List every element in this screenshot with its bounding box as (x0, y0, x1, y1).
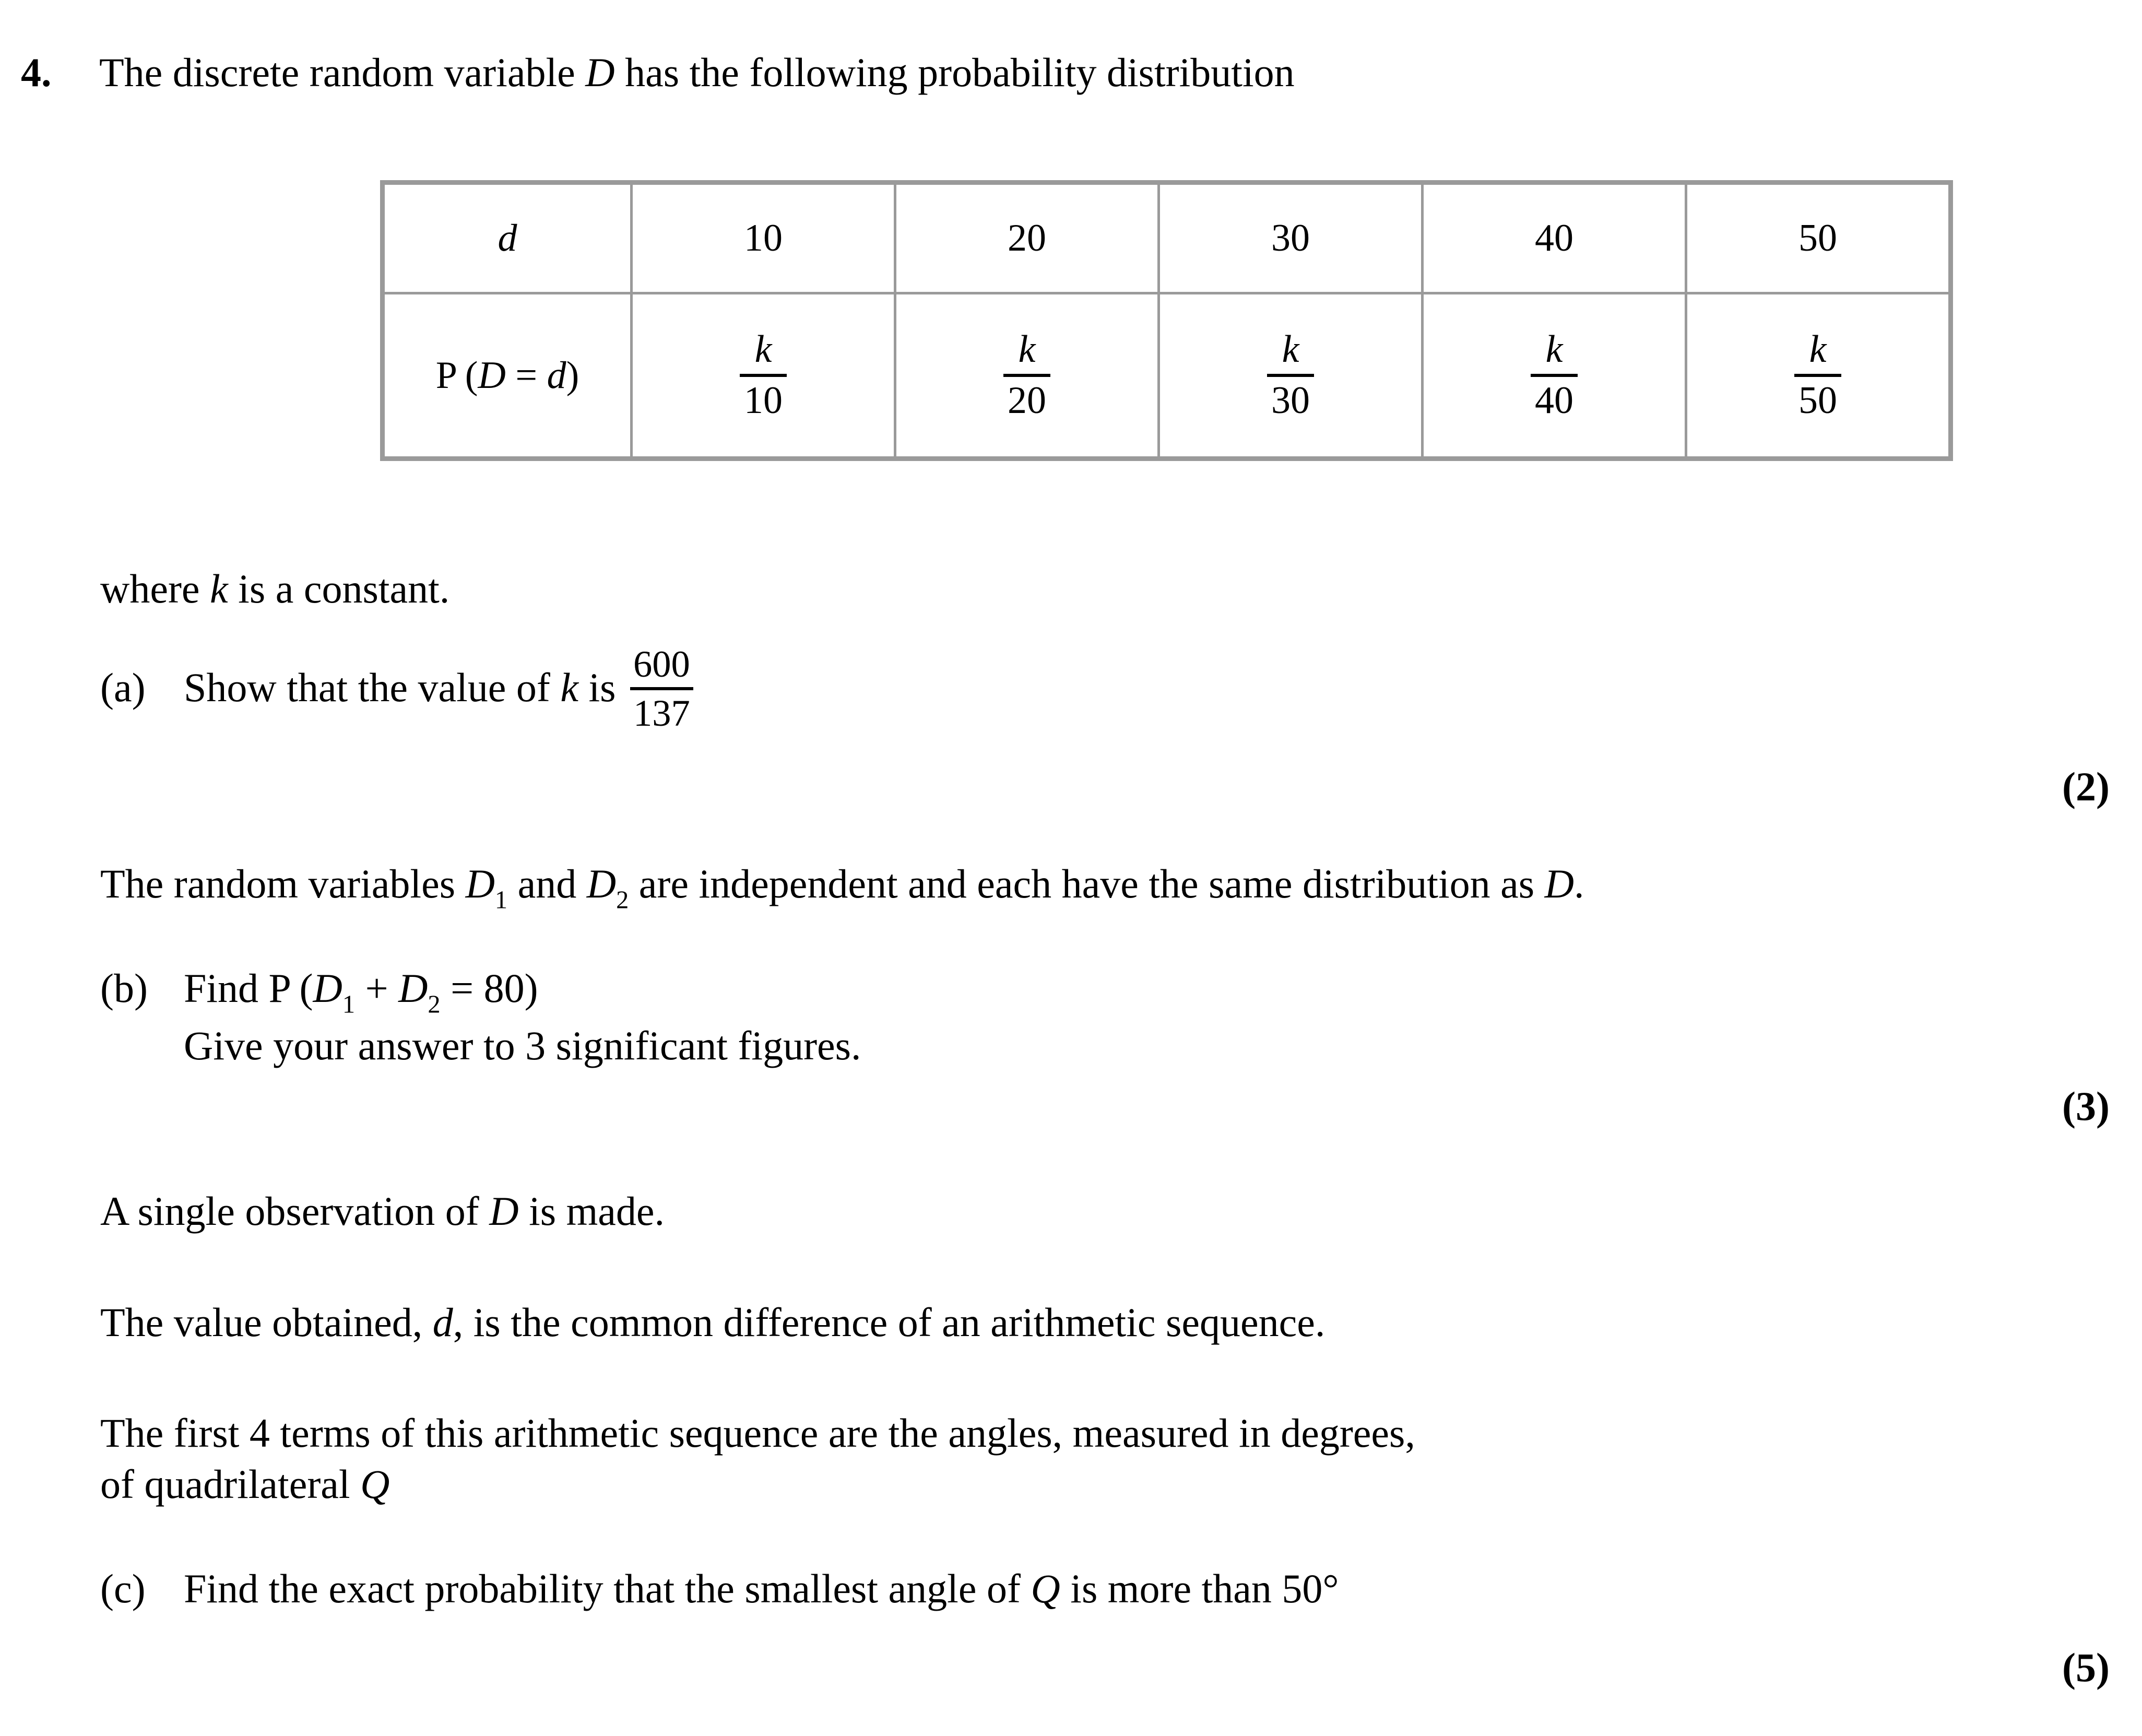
d-value-cell-4: 40 (1423, 183, 1686, 293)
fraction-2 (1000, 329, 1054, 422)
part-a-fraction-denominator: 137 (633, 692, 690, 735)
constant-note: where k is a constant. (100, 566, 450, 611)
fraction-3-bar (1267, 374, 1314, 377)
common-difference-note: The value obtained, d, is the common difference of an arithmetic sequence. (100, 1300, 1326, 1345)
part-b-tag: (b) (100, 965, 148, 1011)
distribution-table (380, 180, 1953, 461)
row-label-probability: P (D = d) (383, 293, 632, 459)
fraction-5 (1791, 329, 1844, 422)
part-b-text: Find P $(D_1 + D_2 = 80)$ (184, 965, 538, 1019)
part-a-text: Show that the value of k is 600 137 (184, 647, 697, 736)
part-c (100, 1564, 1339, 1613)
fraction-4-numerator: k (1545, 328, 1563, 371)
fraction-2-denominator: 20 (1008, 379, 1046, 422)
question-number: 4. (21, 50, 52, 95)
part-b-instruction: Give your answer to 3 significant figures. (184, 1023, 861, 1068)
fraction-3-denominator: 30 (1271, 379, 1310, 422)
fraction-2-numerator: k (1018, 328, 1036, 371)
part-c-text: Find the exact probability that the smallest angle of Q is more than 50° (184, 1566, 1339, 1611)
table-row-d (383, 183, 1951, 293)
fraction-4-denominator: 40 (1535, 379, 1573, 422)
question-header (21, 52, 1295, 93)
fraction-1 (737, 329, 790, 422)
fraction-1-denominator: 10 (744, 379, 783, 422)
part-c-marks: (5) (2062, 1645, 2110, 1690)
part-a-tag: (a) (100, 665, 146, 711)
part-a-fraction-bar (630, 687, 693, 690)
fraction-5-numerator: k (1809, 328, 1827, 371)
probability-cell-4 (1423, 293, 1686, 459)
quadrilateral-note-line1: The first 4 terms of this arithmetic sequence are the angles, measured in degrees, (100, 1410, 1415, 1456)
observation-note: A single observation of D is made. (100, 1188, 665, 1234)
part-a-marks: (2) (2062, 764, 2110, 809)
part-c-tag: (c) (100, 1566, 146, 1611)
probability-cell-1 (632, 293, 895, 459)
fraction-5-bar (1794, 374, 1841, 377)
table-row-probability (383, 293, 1951, 459)
fraction-1-numerator: k (754, 328, 772, 371)
d-value-cell-2: 20 (895, 183, 1159, 293)
d-value-cell-3: 30 (1159, 183, 1423, 293)
probability-cell-3 (1159, 293, 1423, 459)
part-a-fraction-numerator: 600 (633, 643, 690, 685)
distribution-table-wrapper (380, 180, 1953, 461)
fraction-1-bar (740, 374, 787, 377)
row-label-d: d (383, 183, 632, 293)
question-stem: The discrete random variable D has the following probability distribution (99, 50, 1295, 95)
fraction-4-bar (1531, 374, 1578, 377)
fraction-3-numerator: k (1282, 328, 1299, 371)
d-value-cell-5: 50 (1686, 183, 1951, 293)
fraction-4 (1528, 329, 1581, 422)
fraction-3 (1264, 329, 1317, 422)
quadrilateral-note-line2: of quadrilateral Q (100, 1461, 390, 1507)
part-a (100, 643, 697, 736)
fraction-2-bar (1003, 374, 1050, 377)
probability-cell-5 (1686, 293, 1951, 459)
part-b (100, 963, 538, 1020)
part-a-fraction (629, 644, 694, 733)
d-value-cell-1: 10 (632, 183, 895, 293)
fraction-5-denominator: 50 (1798, 379, 1837, 422)
independent-variables-note: The random variables $D_1$ and $D_2$ are independent and each have the same distribution as D. (100, 861, 1584, 914)
part-b-marks: (3) (2062, 1083, 2110, 1129)
probability-cell-2 (895, 293, 1159, 459)
